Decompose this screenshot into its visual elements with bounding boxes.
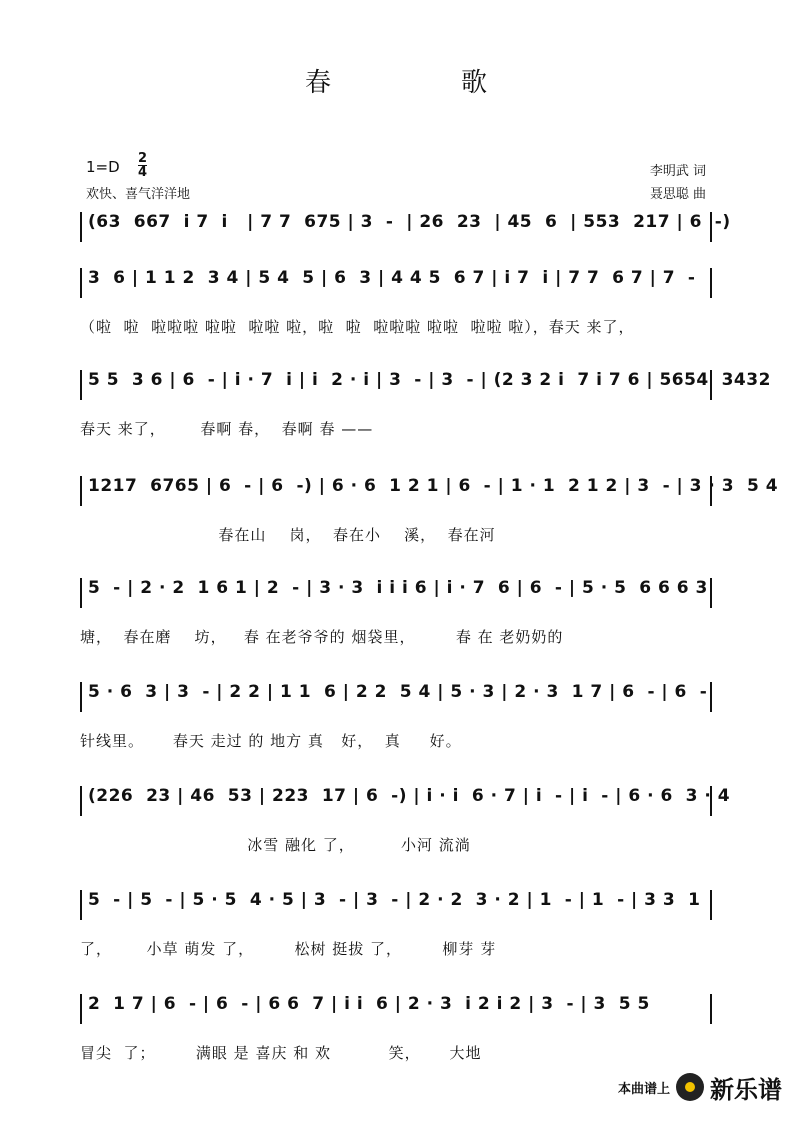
title-char-2: 歌 — [461, 68, 488, 98]
score-row-4 — [80, 476, 779, 544]
score-row-7 — [80, 786, 731, 854]
notation-line: (226 23 | 46 53 | 223 17 | 6 -) | i · i 6 · 7 | i - | i - | 6 · 6 3 · 4 — [80, 786, 712, 816]
lyrics-line: 春在山 岗， 春在小 溪， 春在河 — [80, 526, 496, 544]
music-disc-icon — [676, 1073, 704, 1101]
lyrics-line: 了， 小草 萌发 了， 松树 挺拔 了， 柳芽 芽 — [80, 940, 497, 958]
brand-logo-text: 新乐谱 — [710, 1075, 782, 1104]
time-signature-top: 2 — [138, 151, 148, 166]
score-row-6 — [80, 682, 712, 750]
notation-line: 2 1 7 | 6 - | 6 - | 6 6 7 | i i 6 | 2 · 3 i 2 i 2 | 3 - | 3 5 5 — [80, 994, 712, 1024]
notation-line: 5 - | 2 · 2 1 6 1 | 2 - | 3 · 3 i i i 6 | i · 7 6 | 6 - | 5 · 5 6 6 6 3 — [80, 578, 712, 608]
tempo-marking: 欢快、喜气洋洋地 — [86, 187, 191, 202]
lyrics-line: （啦 啦 啦啦啦 啦啦 啦啦 啦，啦 啦 啦啦啦 啦啦 啦啦 啦），春天 来了， — [80, 318, 635, 336]
score-row-5 — [80, 578, 712, 646]
lyrics-line: 冰雪 融化 了， 小河 流淌 — [80, 836, 471, 854]
composer-credit: 聂思聪 曲 — [649, 187, 706, 202]
notation-line: 5 · 6 3 | 3 - | 2 2 | 1 1 6 | 2 2 5 4 | 5 · 3 | 2 · 3 1 7 | 6 - | 6 - — [80, 682, 712, 712]
footer-caption: 本曲谱上 — [617, 1081, 670, 1097]
time-signature — [138, 152, 147, 179]
score-row-8 — [80, 890, 712, 958]
footer-watermark — [618, 1067, 782, 1107]
lyrics-line: 春天 来了， 春啊 春， 春啊 春 —— — [80, 420, 374, 438]
lyrics-line: 冒尖 了； 满眼 是 喜庆 和 欢 笑， 大地 — [80, 1044, 482, 1062]
notation-line: 5 5 3 6 | 6 - | i · 7 i | i 2 · i | 3 - | 3 - | (2 3 2 i 7 i 7 6 | 5654 3432 — [80, 370, 712, 400]
score-row-2 — [80, 268, 712, 336]
lyrics-line: 针线里。 春天 走过 的 地方 真 好， 真 好。 — [80, 732, 462, 750]
score-row-3 — [80, 370, 771, 438]
notation-line: 1217 6765 | 6 - | 6 -) | 6 · 6 1 2 1 | 6 - | 1 · 1 2 1 2 | 3 - | 3 · 3 5 4 — [80, 476, 712, 506]
time-signature-bottom: 4 — [138, 165, 148, 180]
score-row-9 — [80, 994, 712, 1062]
key-signature: 1=D — [86, 158, 120, 176]
notation-line: 5 - | 5 - | 5 · 5 4 · 5 | 3 - | 3 - | 2 · 2 3 · 2 | 1 - | 1 - | 3 3 1 — [80, 890, 712, 920]
title-char-1: 春 — [304, 68, 331, 98]
notation-line: (63 667 i 7 i | 7 7 675 | 3 - | 26 23 | 45 6 | 553 217 | 6 -) — [80, 212, 712, 242]
notation-line: 3 6 | 1 1 2 3 4 | 5 4 5 | 6 3 | 4 4 5 6 7 | i 7 i | 7 7 6 7 | 7 - — [80, 268, 712, 298]
lyrics-line: 塘， 春在磨 坊， 春 在老爷爷的 烟袋里， 春 在 老奶奶的 — [80, 628, 564, 646]
lyricist-credit: 李明武 词 — [649, 164, 706, 179]
score-row-1 — [80, 212, 731, 272]
song-title — [0, 62, 792, 99]
